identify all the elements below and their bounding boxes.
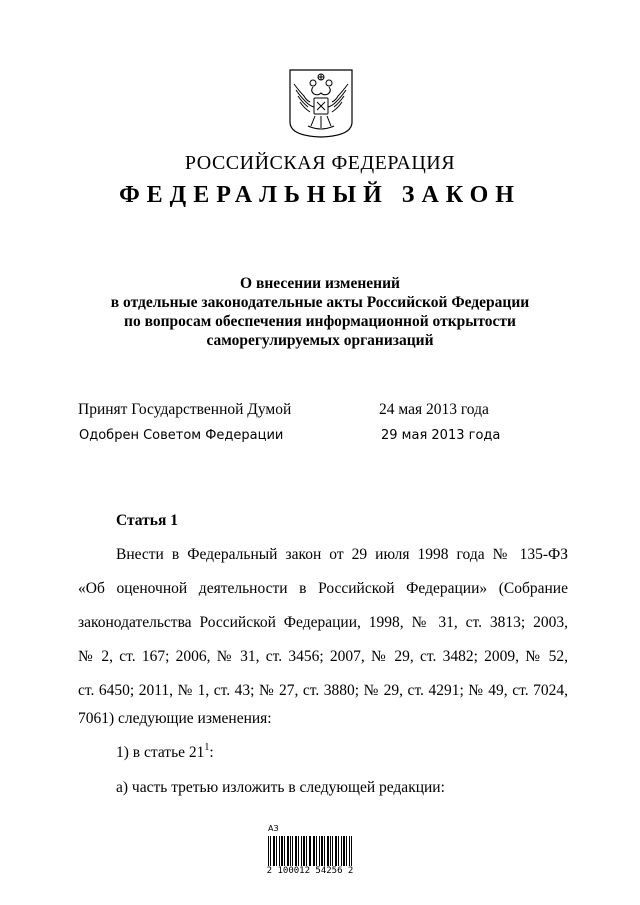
law-title <box>80 274 560 350</box>
clause-1-suffix: : <box>209 744 214 761</box>
paragraph-line: «Об оценочной деятельности в Российской Федерации» (Собрание <box>78 580 568 597</box>
paragraph-line: законодательства Российской Федерации, 1998, № 31, ст. 3813; 2003, <box>78 614 568 631</box>
barcode-block <box>260 824 360 876</box>
document-type-heading: ФЕДЕРАЛЬНЫЙ ЗАКОН <box>119 182 521 208</box>
clause-1-text: 1) в статье 21 <box>116 744 205 761</box>
paragraph-line: 7061) следующие изменения: <box>78 710 272 727</box>
adopted-date: 24 мая 2013 года <box>379 401 489 418</box>
paragraph-line: № 2, ст. 167; 2006, № 31, ст. 3456; 2007, № 29, ст. 3482; 2009, № 52, <box>78 648 568 665</box>
approved-label: Одобрен Советом Федерации <box>79 428 284 443</box>
law-title-line: О внесении изменений <box>240 275 400 292</box>
law-title-line: по вопросам обеспечения информационной открытости <box>124 313 516 330</box>
adopted-label: Принят Государственной Думой <box>78 401 292 418</box>
law-title-line: саморегулируемых организаций <box>206 332 434 349</box>
barcode-number: 2 100012 54256 2 <box>266 866 354 876</box>
barcode-icon <box>268 836 352 866</box>
paragraph-line: ст. 6450; 2011, № 1, ст. 43; № 27, ст. 3880; № 29, ст. 4291; № 49, ст. 7024, <box>78 682 568 699</box>
coat-of-arms-emblem <box>286 66 356 138</box>
clause-1 <box>116 744 214 762</box>
country-heading: РОССИЙСКАЯ ФЕДЕРАЦИЯ <box>184 152 456 174</box>
clause-1-superscript: 1 <box>204 742 210 753</box>
law-title-line: в отдельные законодательные акты Российской Федерации <box>110 294 530 311</box>
paragraph-line: Внести в Федеральный закон от 29 июля 1998 года № 135-ФЗ <box>116 546 568 563</box>
clause-a: а) часть третью изложить в следующей редакции: <box>116 779 445 796</box>
article-heading: Статья 1 <box>116 512 178 529</box>
barcode-mark: АЗ <box>268 824 279 833</box>
approved-date: 29 мая 2013 года <box>381 428 501 443</box>
